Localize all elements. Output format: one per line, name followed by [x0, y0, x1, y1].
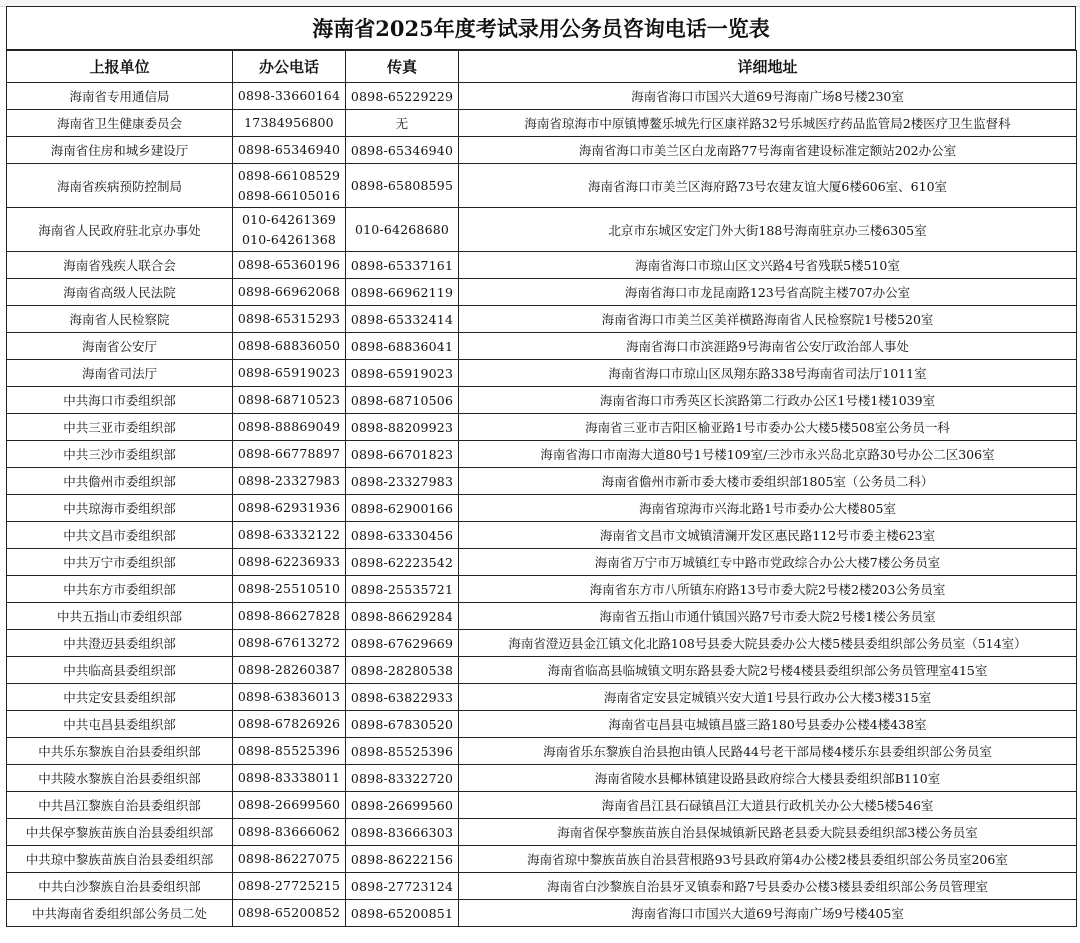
phone-number: 0898-65360196 [237, 257, 341, 272]
phone-cell [233, 549, 346, 576]
phone-number: 0898-86627828 [237, 608, 341, 623]
fax-cell: 0898-68836041 [346, 333, 459, 360]
address-cell: 海南省儋州市新市委大楼市委组织部1805室（公务员二科） [459, 468, 1077, 495]
phone-cell [233, 522, 346, 549]
fax-cell: 0898-65337161 [346, 252, 459, 279]
table-row [7, 522, 1077, 549]
address-cell: 海南省澄迈县金江镇文化北路108号县委大院县委办公大楼5楼县委组织部公务员室（514室） [459, 630, 1077, 657]
address-cell: 海南省三亚市吉阳区榆亚路1号市委办公大楼5楼508室公务员一科 [459, 414, 1077, 441]
fax-cell: 0898-88209923 [346, 414, 459, 441]
unit-cell: 中共五指山市委组织部 [7, 603, 233, 630]
phone-number: 0898-65200852 [237, 905, 341, 920]
unit-cell: 中共白沙黎族自治县委组织部 [7, 873, 233, 900]
table-row [7, 306, 1077, 333]
phone-cell [233, 252, 346, 279]
table-row [7, 208, 1077, 252]
table-row [7, 684, 1077, 711]
table-row [7, 792, 1077, 819]
address-cell: 海南省海口市国兴大道69号海南广场9号楼405室 [459, 900, 1077, 927]
address-cell: 海南省琼海市兴海北路1号市委办公大楼805室 [459, 495, 1077, 522]
phone-cell [233, 110, 346, 137]
phone-number: 0898-86227075 [237, 851, 341, 866]
address-cell: 海南省陵水县椰林镇建设路县政府综合大楼县委组织部B110室 [459, 765, 1077, 792]
address-cell: 海南省东方市八所镇东府路13号市委大院2号楼2楼203公务员室 [459, 576, 1077, 603]
unit-cell: 海南省司法厅 [7, 360, 233, 387]
table-row [7, 83, 1077, 110]
phone-cell [233, 414, 346, 441]
phone-cell [233, 657, 346, 684]
unit-cell: 中共屯昌县委组织部 [7, 711, 233, 738]
phone-cell [233, 684, 346, 711]
address-cell: 海南省文昌市文城镇清澜开发区惠民路112号市委主楼623室 [459, 522, 1077, 549]
table-row [7, 873, 1077, 900]
fax-cell: 010-64268680 [346, 208, 459, 252]
table-row [7, 414, 1077, 441]
phone-number: 0898-25510510 [237, 581, 341, 596]
phone-number: 0898-28260387 [237, 662, 341, 677]
fax-cell: 0898-23327983 [346, 468, 459, 495]
table-row [7, 603, 1077, 630]
phone-number: 0898-23327983 [237, 473, 341, 488]
phone-number: 0898-67613272 [237, 635, 341, 650]
table-row [7, 900, 1077, 927]
address-cell: 海南省万宁市万城镇红专中路市党政综合办公大楼7楼公务员室 [459, 549, 1077, 576]
table-row [7, 495, 1077, 522]
phone-number: 0898-68710523 [237, 392, 341, 407]
address-cell: 海南省海口市美兰区海府路73号农建友谊大厦6楼606室、610室 [459, 164, 1077, 208]
unit-cell: 中共临高县委组织部 [7, 657, 233, 684]
fax-cell: 0898-65346940 [346, 137, 459, 164]
phone-number: 0898-66778897 [237, 446, 341, 461]
address-cell: 海南省昌江县石碌镇昌江大道县行政机关办公大楼5楼546室 [459, 792, 1077, 819]
phone-cell [233, 441, 346, 468]
unit-cell: 海南省残疾人联合会 [7, 252, 233, 279]
phone-cell [233, 900, 346, 927]
fax-cell: 0898-62223542 [346, 549, 459, 576]
table-row [7, 468, 1077, 495]
table-row [7, 360, 1077, 387]
fax-cell: 无 [346, 110, 459, 137]
table-row [7, 765, 1077, 792]
phone-cell [233, 208, 346, 252]
phone-number: 010-64261369 [241, 211, 337, 227]
fax-cell: 0898-65919023 [346, 360, 459, 387]
table-row [7, 846, 1077, 873]
phone-number: 0898-62236933 [237, 554, 341, 569]
unit-cell: 海南省住房和城乡建设厅 [7, 137, 233, 164]
unit-cell: 中共琼海市委组织部 [7, 495, 233, 522]
fax-cell: 0898-27723124 [346, 873, 459, 900]
unit-cell: 海南省人民检察院 [7, 306, 233, 333]
address-cell: 海南省白沙黎族自治县牙叉镇泰和路7号县委办公楼3楼县委组织部公务员管理室 [459, 873, 1077, 900]
phone-cell [233, 468, 346, 495]
table-row [7, 137, 1077, 164]
unit-cell: 中共儋州市委组织部 [7, 468, 233, 495]
fax-cell: 0898-62900166 [346, 495, 459, 522]
fax-cell: 0898-65332414 [346, 306, 459, 333]
phone-number: 010-64261368 [241, 231, 337, 247]
unit-cell: 中共定安县委组织部 [7, 684, 233, 711]
address-cell: 海南省海口市琼山区凤翔东路338号海南省司法厅1011室 [459, 360, 1077, 387]
fax-cell: 0898-63822933 [346, 684, 459, 711]
unit-cell: 中共澄迈县委组织部 [7, 630, 233, 657]
unit-cell: 中共陵水黎族自治县委组织部 [7, 765, 233, 792]
table-body [7, 83, 1077, 927]
phone-number: 0898-67826926 [237, 716, 341, 731]
fax-cell: 0898-67629669 [346, 630, 459, 657]
address-cell: 海南省海口市南海大道80号1号楼109室/三沙市永兴岛北京路30号办公二区306室 [459, 441, 1077, 468]
table-row [7, 657, 1077, 684]
unit-cell: 海南省高级人民法院 [7, 279, 233, 306]
phone-cell [233, 333, 346, 360]
fax-cell: 0898-86222156 [346, 846, 459, 873]
phone-number: 0898-66105016 [237, 187, 341, 203]
phone-cell [233, 873, 346, 900]
phone-cell [233, 387, 346, 414]
table-row [7, 549, 1077, 576]
table-row [7, 441, 1077, 468]
fax-cell: 0898-86629284 [346, 603, 459, 630]
phone-cell [233, 846, 346, 873]
unit-cell: 中共三亚市委组织部 [7, 414, 233, 441]
contact-table [6, 50, 1077, 927]
table-row [7, 576, 1077, 603]
phone-number: 0898-63836013 [237, 689, 341, 704]
fax-cell: 0898-66701823 [346, 441, 459, 468]
unit-cell: 中共东方市委组织部 [7, 576, 233, 603]
table-row [7, 711, 1077, 738]
fax-cell: 0898-65200851 [346, 900, 459, 927]
table-row [7, 387, 1077, 414]
phone-number: 17384956800 [244, 115, 334, 130]
header-address: 详细地址 [459, 51, 1077, 83]
table-row [7, 279, 1077, 306]
unit-cell: 中共万宁市委组织部 [7, 549, 233, 576]
fax-cell: 0898-65229229 [346, 83, 459, 110]
fax-cell: 0898-83666303 [346, 819, 459, 846]
unit-cell: 中共琼中黎族苗族自治县委组织部 [7, 846, 233, 873]
phone-cell [233, 819, 346, 846]
phone-cell [233, 765, 346, 792]
phone-cell [233, 603, 346, 630]
table-row [7, 819, 1077, 846]
address-cell: 海南省临高县临城镇文明东路县委大院2号楼4楼县委组织部公务员管理室415室 [459, 657, 1077, 684]
phone-number: 0898-62931936 [237, 500, 341, 515]
fax-cell: 0898-26699560 [346, 792, 459, 819]
phone-cell [233, 360, 346, 387]
fax-cell: 0898-28280538 [346, 657, 459, 684]
address-cell: 海南省五指山市通什镇国兴路7号市委大院2号楼1楼公务员室 [459, 603, 1077, 630]
fax-cell: 0898-66962119 [346, 279, 459, 306]
address-cell: 海南省海口市美兰区美祥横路海南省人民检察院1号楼520室 [459, 306, 1077, 333]
address-cell: 海南省屯昌县屯城镇昌盛三路180号县委办公楼4楼438室 [459, 711, 1077, 738]
phone-number: 0898-65315293 [237, 311, 341, 326]
unit-cell: 海南省人民政府驻北京办事处 [7, 208, 233, 252]
table-row [7, 333, 1077, 360]
phone-number: 0898-65919023 [237, 365, 341, 380]
address-cell: 海南省琼海市中原镇博鳌乐城先行区康祥路32号乐城医疗药品监管局2楼医疗卫生监督科 [459, 110, 1077, 137]
phone-number: 0898-68836050 [237, 338, 341, 353]
phone-number: 0898-27725215 [237, 878, 341, 893]
unit-cell: 海南省卫生健康委员会 [7, 110, 233, 137]
address-cell: 海南省海口市国兴大道69号海南广场8号楼230室 [459, 83, 1077, 110]
unit-cell: 中共三沙市委组织部 [7, 441, 233, 468]
address-cell: 海南省海口市琼山区文兴路4号省残联5楼510室 [459, 252, 1077, 279]
unit-cell: 中共文昌市委组织部 [7, 522, 233, 549]
phone-cell [233, 630, 346, 657]
fax-cell: 0898-25535721 [346, 576, 459, 603]
phone-cell [233, 495, 346, 522]
address-cell: 海南省乐东黎族自治县抱由镇人民路44号老干部局楼4楼乐东县委组织部公务员室 [459, 738, 1077, 765]
address-cell: 海南省海口市美兰区白龙南路77号海南省建设标准定额站202办公室 [459, 137, 1077, 164]
unit-cell: 海南省专用通信局 [7, 83, 233, 110]
unit-cell: 海南省疾病预防控制局 [7, 164, 233, 208]
fax-cell: 0898-85525396 [346, 738, 459, 765]
header-row [7, 51, 1077, 83]
header-fax: 传真 [346, 51, 459, 83]
address-cell: 海南省定安县定城镇兴安大道1号县行政办公大楼3楼315室 [459, 684, 1077, 711]
phone-number: 0898-33660164 [237, 88, 341, 103]
address-cell: 海南省琼中黎族苗族自治县营根路93号县政府第4办公楼2楼县委组织部公务员室206室 [459, 846, 1077, 873]
phone-cell [233, 576, 346, 603]
address-cell: 海南省海口市滨涯路9号海南省公安厅政治部人事处 [459, 333, 1077, 360]
address-cell: 海南省海口市秀英区长滨路第二行政办公区1号楼1楼1039室 [459, 387, 1077, 414]
phone-number: 0898-83338011 [237, 770, 341, 785]
unit-cell: 中共海南省委组织部公务员二处 [7, 900, 233, 927]
fax-cell: 0898-83322720 [346, 765, 459, 792]
phone-number: 0898-88869049 [237, 419, 341, 434]
phone-number: 0898-66108529 [237, 167, 341, 183]
unit-cell: 海南省公安厅 [7, 333, 233, 360]
unit-cell: 中共昌江黎族自治县委组织部 [7, 792, 233, 819]
fax-cell: 0898-63330456 [346, 522, 459, 549]
unit-cell: 中共保亭黎族苗族自治县委组织部 [7, 819, 233, 846]
phone-number: 0898-85525396 [237, 743, 341, 758]
table-row [7, 630, 1077, 657]
phone-cell [233, 792, 346, 819]
phone-number: 0898-65346940 [237, 142, 341, 157]
document-title: 海南省2025年度考试录用公务员咨询电话一览表 [6, 6, 1076, 50]
header-unit: 上报单位 [7, 51, 233, 83]
fax-cell: 0898-67830520 [346, 711, 459, 738]
fax-cell: 0898-68710506 [346, 387, 459, 414]
unit-cell: 中共乐东黎族自治县委组织部 [7, 738, 233, 765]
phone-number: 0898-66962068 [237, 284, 341, 299]
phone-cell [233, 279, 346, 306]
phone-cell [233, 137, 346, 164]
fax-cell: 0898-65808595 [346, 164, 459, 208]
phone-cell [233, 738, 346, 765]
address-cell: 北京市东城区安定门外大街188号海南驻京办三楼6305室 [459, 208, 1077, 252]
unit-cell: 中共海口市委组织部 [7, 387, 233, 414]
address-cell: 海南省保亭黎族苗族自治县保城镇新民路老县委大院县委组织部3楼公务员室 [459, 819, 1077, 846]
phone-cell [233, 306, 346, 333]
phone-number: 0898-63332122 [237, 527, 341, 542]
table-row [7, 164, 1077, 208]
phone-cell [233, 164, 346, 208]
phone-cell [233, 711, 346, 738]
table-row [7, 252, 1077, 279]
table-row [7, 738, 1077, 765]
phone-number: 0898-26699560 [237, 797, 341, 812]
header-phone: 办公电话 [233, 51, 346, 83]
phone-cell [233, 83, 346, 110]
phone-number: 0898-83666062 [237, 824, 341, 839]
address-cell: 海南省海口市龙昆南路123号省高院主楼707办公室 [459, 279, 1077, 306]
table-row [7, 110, 1077, 137]
